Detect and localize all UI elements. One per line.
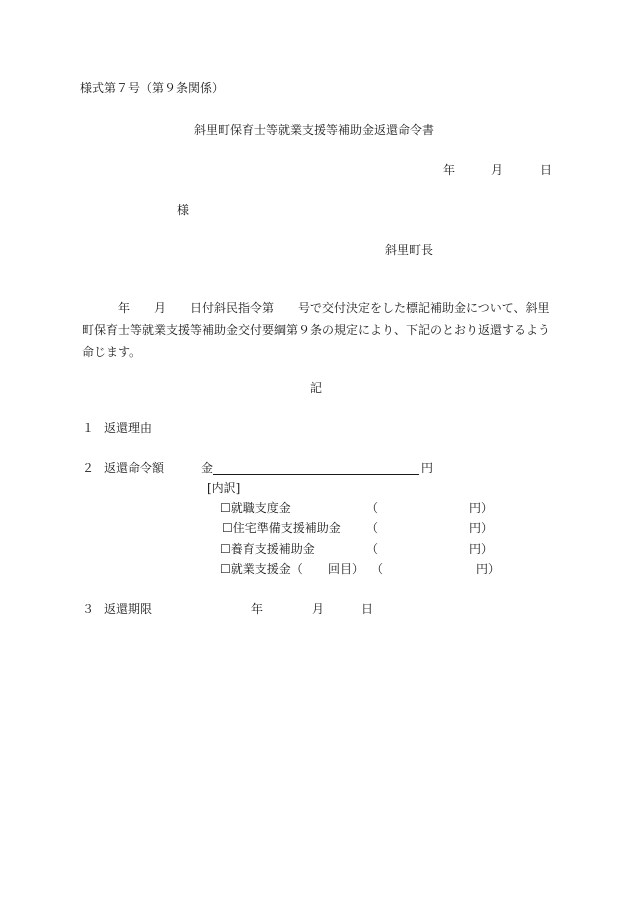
body-line-1: 年 月 日付斜民指令第 号で交付決定をした標記補助金について、斜里 — [82, 301, 550, 315]
body-line-2: 町保育士等就業支援等補助金交付要綱第９条の規定により、下記のとおり返還するよう — [82, 323, 551, 337]
item1-label: 返還理由 — [104, 421, 153, 435]
ki-heading: 記 — [310, 381, 323, 395]
breakdown-row-name: ☐住宅準備支援補助金 — [222, 521, 341, 535]
amount-underline — [213, 474, 419, 475]
item1-number: １ — [82, 421, 95, 435]
breakdown-row-paren-open: （ — [366, 542, 379, 556]
body-line-3: 命じます。 — [82, 345, 142, 359]
document-title: 斜里町保育士等就業支援等補助金返還命令書 — [194, 123, 435, 137]
body-paragraph — [82, 297, 554, 363]
item3-label: 返還期限 — [104, 602, 153, 616]
breakdown-row-paren-close: 円） — [469, 501, 494, 515]
breakdown-row-paren-open: （ — [371, 562, 384, 576]
addressee-suffix: 様 — [177, 203, 190, 217]
breakdown-row-paren-close: 円） — [476, 562, 501, 576]
breakdown-title: [内訳] — [207, 481, 241, 495]
breakdown-row-name: ☐就職支度金 — [220, 501, 291, 515]
item2-number: ２ — [82, 461, 95, 475]
deadline-year: 年 — [251, 602, 264, 616]
item3-number: ３ — [82, 602, 95, 616]
deadline-month: 月 — [312, 602, 325, 616]
date-year: 年 — [443, 163, 456, 177]
breakdown-row-paren-open: （ — [366, 521, 379, 535]
breakdown-row-name: ☐就業支援金（ — [220, 562, 303, 576]
date-day: 日 — [540, 163, 553, 177]
breakdown-row-count-label: 回目） — [328, 562, 365, 576]
amount-en: 円 — [421, 461, 434, 475]
deadline-day: 日 — [361, 602, 374, 616]
item2-label: 返還命令額 — [104, 461, 165, 475]
breakdown-row-paren-close: 円） — [469, 542, 494, 556]
amount-kin: 金 — [201, 461, 214, 475]
issuer: 斜里町長 — [385, 243, 434, 257]
form-number: 様式第７号（第９条関係） — [80, 81, 225, 95]
date-month: 月 — [491, 163, 504, 177]
breakdown-row-paren-open: （ — [366, 501, 379, 515]
breakdown-row-paren-close: 円） — [469, 521, 494, 535]
breakdown-row-name: ☐養育支援補助金 — [220, 542, 315, 556]
